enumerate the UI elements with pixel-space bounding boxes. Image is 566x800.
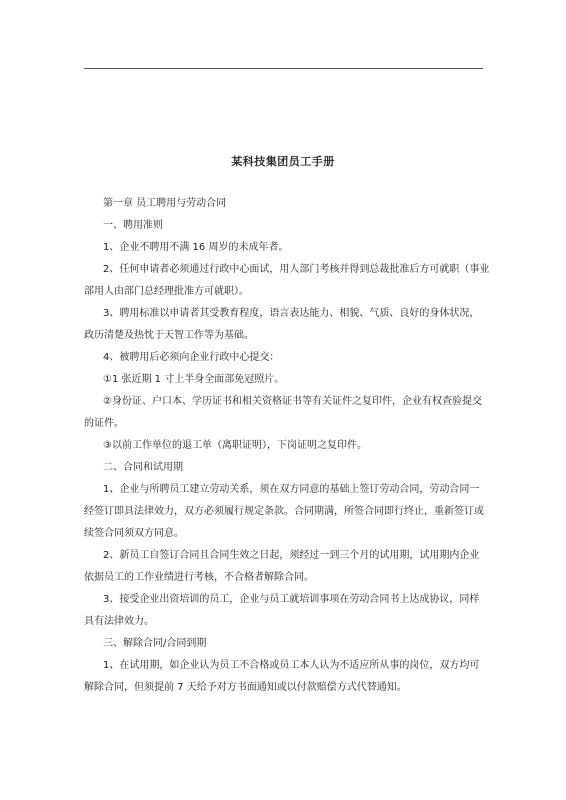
paragraph-line: 3、聘用标准以申请者其受教育程度，语言表达能力、相貌、气质、良好的身体状况， xyxy=(103,308,480,319)
paragraph-continuation-line: 具有法律效力。 xyxy=(84,616,154,627)
paragraph-line: 3、接受企业出资培训的员工，企业与员工就培训事项在劳动合同书上达成协议，同样 xyxy=(103,594,480,605)
paragraph-continuation-line: 经签订即具法律效力，双方必须履行规定条款。合同期满，所签合同即行终止，重新签订或 xyxy=(84,506,484,517)
paragraph-line: ②身份证、户口本、学历证书和相关资格证书等有关证件之复印件，企业有权查验提交 xyxy=(103,396,482,407)
section-heading: 三、解除合同/合同到期 xyxy=(103,638,207,649)
section-heading: 二、合同和试用期 xyxy=(103,462,183,473)
paragraph-line: 1、企业不聘用不满 16 周岁的未成年者。 xyxy=(103,242,289,253)
chapter-heading: 第一章 员工聘用与劳动合同 xyxy=(103,198,227,209)
paragraph-line: 2、任何申请者必须通过行政中心面试，用人部门考核并得到总裁批准后方可就职（事业 xyxy=(103,264,490,275)
paragraph-continuation-line: 续签合同须双方同意。 xyxy=(84,528,184,539)
paragraph-line: 1、企业与所聘员工建立劳动关系，须在双方同意的基础上签订劳动合同，劳动合同一 xyxy=(103,484,480,495)
document-title: 某科技集团员工手册 xyxy=(231,155,335,168)
paragraph-line: 1、在试用期，如企业认为员工不合格或员工本人认为不适应所从事的岗位，双方均可 xyxy=(103,660,480,671)
section-heading: 一、聘用准则 xyxy=(103,220,163,231)
paragraph-continuation-line: 政历清楚及热忱于天智工作等为基础。 xyxy=(84,330,254,341)
paragraph-line: 2、新员工自签订合同且合同生效之日起，须经过一到三个月的试用期，试用期内企业 xyxy=(103,550,480,561)
paragraph-continuation-line: 部用人由部门总经理批准方可就职）。 xyxy=(84,286,249,297)
paragraph-continuation-line: 依据员工的工作业绩进行考核，不合格者解除合同。 xyxy=(84,572,314,583)
paragraph-line: ①1 张近期 1 寸上半身全面部免冠照片。 xyxy=(103,374,285,385)
paragraph-line: ③以前工作单位的退工单（离职证明），下岗证明之复印件。 xyxy=(103,440,367,451)
paragraph-line: 4、被聘用后必须向企业行政中心提交： xyxy=(103,352,280,363)
paragraph-continuation-line: 的证件。 xyxy=(84,418,124,429)
paragraph-continuation-line: 解除合同，但须提前 7 天给予对方书面通知或以付款赔偿方式代替通知。 xyxy=(84,682,407,693)
header-rule xyxy=(84,68,483,69)
